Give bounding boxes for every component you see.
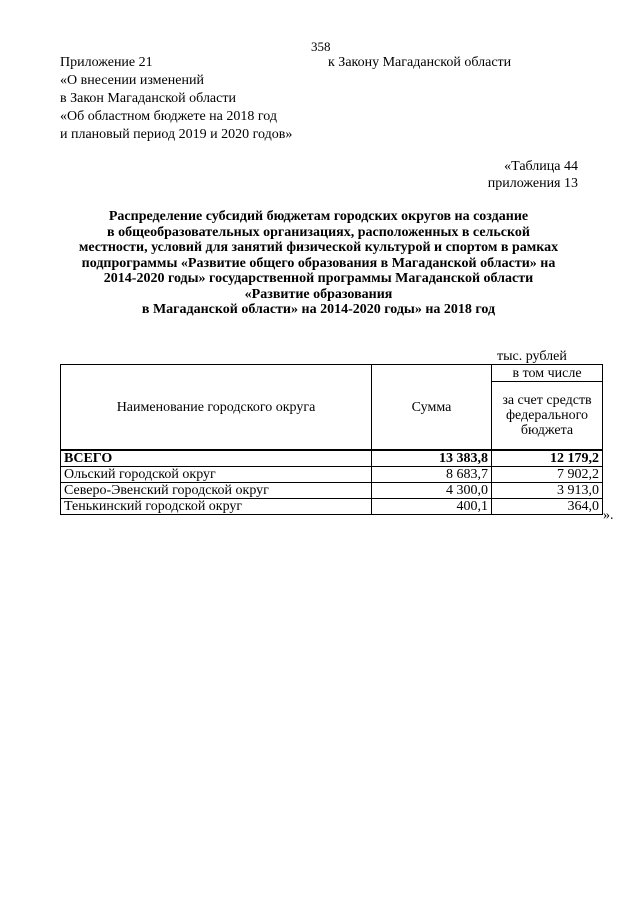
- total-federal: 12 179,2: [492, 450, 603, 467]
- table-row: [61, 467, 603, 483]
- title-line: «Развитие образования: [244, 286, 393, 302]
- appendix-line: в Закон Магаданской области: [60, 91, 236, 106]
- appendix-line: Приложение 21: [60, 55, 153, 70]
- total-sum: 13 383,8: [372, 450, 492, 467]
- appendix-line: «О внесении изменений: [60, 73, 204, 88]
- header-federal: за счет средств федерального бюджета: [492, 382, 603, 450]
- title-line: в Магаданской области» на 2014-2020 годы» на 2018 год: [141, 302, 496, 317]
- table-row: [61, 483, 603, 499]
- district-name: Ольский городской округ: [61, 467, 372, 483]
- table-reference-line: приложения 13: [487, 176, 578, 191]
- subsidy-table: [60, 364, 603, 515]
- appendix-line: и плановый период 2019 и 2020 годов»: [60, 127, 293, 142]
- header-name: Наименование городского округа: [61, 365, 372, 451]
- district-sum: 4 300,0: [372, 483, 492, 499]
- district-sum: 8 683,7: [372, 467, 492, 483]
- table-reference-line: «Таблица 44: [504, 159, 578, 174]
- closing-mark: ».: [603, 508, 614, 523]
- unit-label: тыс. рублей: [497, 349, 567, 364]
- title-line: 2014-2020 годы» государственной программы Магаданской области: [103, 271, 534, 286]
- district-federal: 364,0: [492, 499, 603, 515]
- district-name: Северо-Эвенский городской округ: [61, 483, 372, 499]
- page-number: 358: [311, 39, 331, 54]
- total-name: ВСЕГО: [61, 450, 372, 467]
- district-sum: 400,1: [372, 499, 492, 515]
- table-reference: [488, 158, 578, 192]
- law-reference: к Закону Магаданской области: [328, 55, 512, 70]
- appendix-line: «Об областном бюджете на 2018 год: [60, 109, 277, 124]
- table-row: [61, 499, 603, 515]
- appendix-header: [60, 54, 292, 144]
- district-name: Тенькинский городской округ: [61, 499, 372, 515]
- district-federal: 7 902,2: [492, 467, 603, 483]
- header-sum: Сумма: [372, 365, 492, 451]
- document-title: [60, 209, 577, 318]
- title-line: Распределение субсидий бюджетам городских округов на создание: [108, 209, 529, 224]
- title-line: местности, условий для занятий физической культурой и спортом в рамках: [78, 240, 559, 255]
- header-including: в том числе: [492, 365, 603, 382]
- title-line: в общеобразовательных организациях, расположенных в сельской: [107, 224, 530, 240]
- district-federal: 3 913,0: [492, 483, 603, 499]
- title-line: подпрограммы «Развитие общего образования в Магаданской области» на: [81, 255, 556, 271]
